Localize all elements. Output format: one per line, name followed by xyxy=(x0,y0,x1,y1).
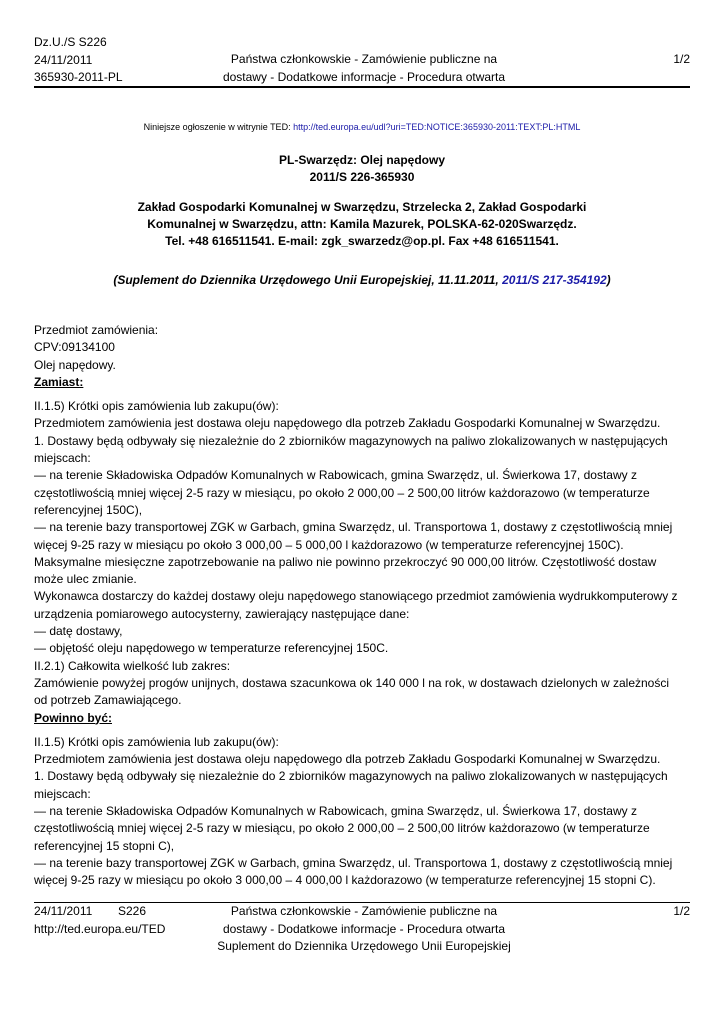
supplement-link[interactable]: 2011/S 217-354192 xyxy=(502,273,607,287)
footer-line2: dostawy - Dodatkowe informacje - Procedura otwarta xyxy=(222,921,506,936)
text-line: Maksymalne miesięczne zapotrzebowanie na paliwo nie powinno przekroczyć 90 000,00 litrów. Częstotliwość dostaw xyxy=(34,554,657,569)
text-line: referencyjnej 15 stopni C), xyxy=(34,838,175,853)
text-line: miejscach: xyxy=(34,786,91,801)
text-line: Przedmiotem zamówienia jest dostawa oleju napędowego dla potrzeb Zakładu Gospodarki Komunalnej w Swarzędzu. xyxy=(34,416,661,431)
text-line: II.2.1) Całkowita wielkość lub zakres: xyxy=(34,658,231,673)
text-line: więcej 9-25 razy w miesiącu po około 3 000,00 – 5 000,00 l każdorazowo (w temperaturze referencyjnej 150C). xyxy=(34,537,624,552)
title-line2: 2011/S 226-365930 xyxy=(309,170,415,184)
text-line: częstotliwością mniej więcej 2-5 razy w miesiącu, po około 2 000,00 – 2 500,00 litrów każdorazowo (w temperaturze xyxy=(34,485,650,500)
header-meta xyxy=(34,34,123,87)
supplement-ref xyxy=(0,272,724,289)
title-line1: PL-Swarzędz: Olej napędowy xyxy=(278,153,446,167)
footer-title xyxy=(194,903,534,956)
should-section xyxy=(34,734,690,890)
page-header xyxy=(34,34,690,88)
page-footer xyxy=(34,902,690,953)
notice-link[interactable]: http://ted.europa.eu/udl?uri=TED:NOTICE:365930-2011:TEXT:PL:HTML xyxy=(293,122,581,132)
text-line: II.1.5) Krótki opis zamówienia lub zakupu(ów): xyxy=(34,734,279,749)
text-line: II.1.5) Krótki opis zamówienia lub zakupu(ów): xyxy=(34,399,279,414)
text-line: — na terenie Składowiska Odpadów Komunalnych w Rabowicach, gmina Swarzędz, ul. Świerkowa 17, dostawy z xyxy=(34,468,637,483)
footer-line1: Państwa członkowskie - Zamówienie publiczne na xyxy=(230,904,498,918)
issuer-line2: Komunalnej w Swarzędzu, attn: Kamila Mazurek, POLSKA-62-020Swarzędz. xyxy=(147,217,577,231)
text-line: 1. Dostawy będą odbywały się niezależnie do 2 zbiorników magazynowych na paliwo zlokalizowanych w następujących xyxy=(34,433,668,448)
ted-notice xyxy=(0,122,724,132)
page-number: 1/2 xyxy=(673,52,690,66)
header-date: 24/11/2011 xyxy=(34,52,93,67)
footer-meta xyxy=(34,903,184,938)
header-title-line2: dostawy - Dodatkowe informacje - Procedura otwarta xyxy=(222,69,506,84)
text-line: referencyjnej 150C), xyxy=(34,502,143,517)
text-line: — na terenie Składowiska Odpadów Komunalnych w Rabowicach, gmina Swarzędz, ul. Świerkowa 17, dostawy z xyxy=(34,804,637,819)
notice-title xyxy=(0,152,724,186)
footer-page-number: 1/2 xyxy=(673,904,690,918)
footer-url[interactable]: http://ted.europa.eu/TED xyxy=(34,921,166,936)
notice-prefix: Niniejsze ogłoszenie w witrynie TED: xyxy=(143,122,291,132)
supplement-close: ) xyxy=(606,273,611,287)
issuer-line3: Tel. +48 616511541. E-mail: zgk_swarzedz@op.pl. Fax +48 616511541. xyxy=(165,234,559,248)
text-line: więcej 9-25 razy w miesiącu po około 3 000,00 – 4 000,00 l każdorazowo (w temperaturze referencyjnej 15 stopni C). xyxy=(34,873,656,888)
should-label: Powinno być: xyxy=(34,710,112,725)
text-line: Wykonawca dostarczy do każdej dostawy oleju napędowego stanowiącego przedmiot zamówienia wydrukkomputerowy z xyxy=(34,589,678,604)
supplement-text: (Suplement do Dziennika Urzędowego Unii Europejskiej, 11.11.2011, xyxy=(113,273,503,287)
text-line: 1. Dostawy będą odbywały się niezależnie do 2 zbiorników magazynowych na paliwo zlokalizowanych w następujących xyxy=(34,769,668,784)
text-line: — objętość oleju napędowego w temperaturze referencyjnej 150C. xyxy=(34,641,389,656)
issuer-block xyxy=(100,199,624,250)
notice-body xyxy=(34,322,690,890)
doc-ref: Dz.U./S S226 xyxy=(34,35,107,49)
subject-label: Przedmiot zamówienia: xyxy=(34,323,159,337)
text-line: — na terenie bazy transportowej ZGK w Garbach, gmina Swarzędz, ul. Transportowa 1, dostawy z częstotliwością mniej xyxy=(34,855,673,870)
footer-line3: Suplement do Dziennika Urzędowego Unii Europejskiej xyxy=(217,939,511,953)
cpv-desc: Olej napędowy. xyxy=(34,357,116,372)
notice-id: 365930-2011-PL xyxy=(34,70,123,84)
footer-code: S226 xyxy=(118,904,147,918)
text-line: może ulec zmianie. xyxy=(34,572,137,587)
issuer-line1: Zakład Gospodarki Komunalnej w Swarzędzu, Strzelecka 2, Zakład Gospodarki xyxy=(137,200,587,214)
instead-section xyxy=(34,398,690,709)
footer-date: 24/11/2011 xyxy=(34,904,93,918)
text-line: Przedmiotem zamówienia jest dostawa oleju napędowego dla potrzeb Zakładu Gospodarki Komunalnej w Swarzędzu. xyxy=(34,752,661,767)
text-line: urządzenia pomiarowego autocysterny, zawierający następujące dane: xyxy=(34,606,410,621)
header-title xyxy=(194,51,534,86)
text-line: miejscach: xyxy=(34,451,91,466)
text-line: od potrzeb Zamawiającego. xyxy=(34,693,182,708)
text-line: — na terenie bazy transportowej ZGK w Garbach, gmina Swarzędz, ul. Transportowa 1, dostawy z częstotliwością mniej xyxy=(34,520,673,535)
cpv-code: CPV:09134100 xyxy=(34,340,115,355)
header-title-line1: Państwa członkowskie - Zamówienie publiczne na xyxy=(230,52,498,66)
text-line: — datę dostawy, xyxy=(34,624,123,639)
instead-label: Zamiast: xyxy=(34,374,84,389)
text-line: Zamówienie powyżej progów unijnych, dostawa szacunkowa ok 140 000 l na rok, w dostawach dzielonych w zależności xyxy=(34,675,670,690)
text-line: częstotliwością mniej więcej 2-5 razy w miesiącu, po około 2 000,00 – 2 500,00 litrów każdorazowo (w temperaturze xyxy=(34,821,650,836)
